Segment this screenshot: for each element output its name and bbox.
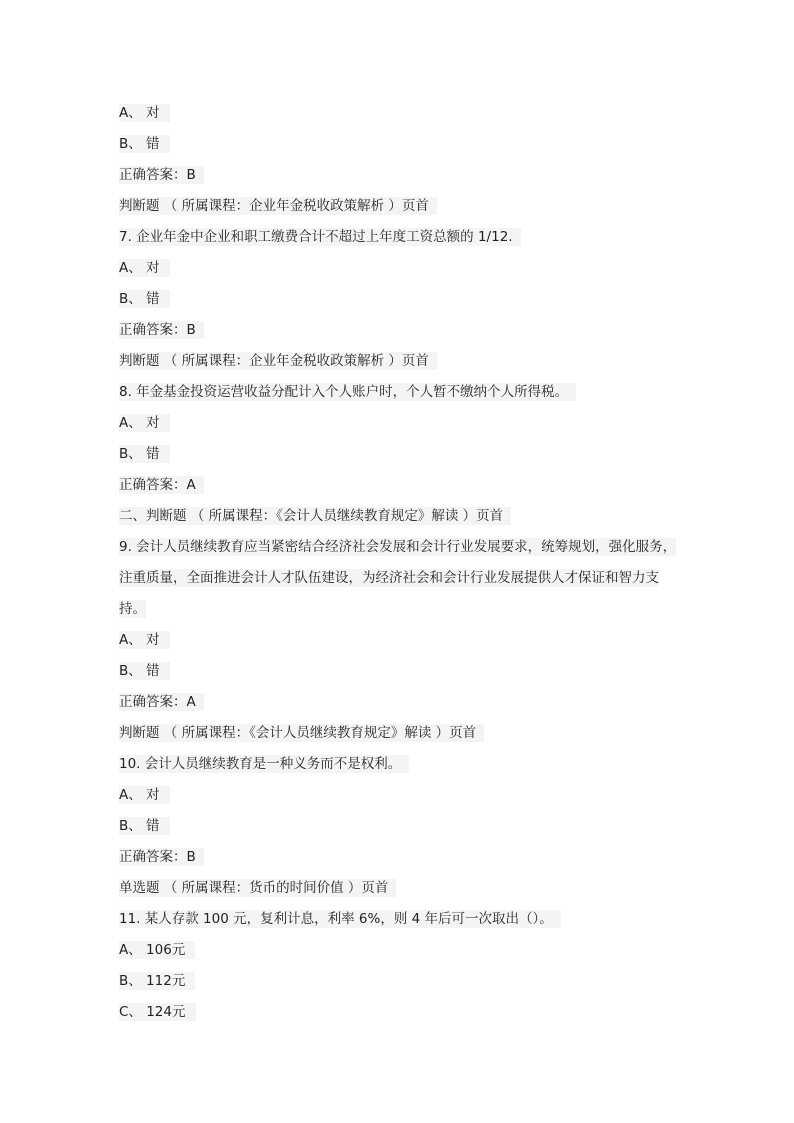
option-b: B、 错	[119, 129, 679, 160]
correct-answer: 正确答案：A	[119, 470, 679, 501]
option-b: B、 错	[119, 284, 679, 315]
option-a: A、 对	[119, 408, 679, 439]
option-a: A、 对	[119, 253, 679, 284]
option-b: B、 112元	[119, 966, 679, 997]
option-b: B、 错	[119, 439, 679, 470]
question-11: 11. 某人存款 100 元，复利计息，利率 6%，则 4 年后可一次取出（）。	[119, 904, 679, 935]
correct-answer: 正确答案：B	[119, 842, 679, 873]
correct-answer: 正确答案：B	[119, 160, 679, 191]
question-9: 9. 会计人员继续教育应当紧密结合经济社会发展和会计行业发展要求，统筹规划，强化服务，注重质量，全面推进会计人才队伍建设，为经济社会和会计行业发展提供人才保证和智力支持。	[119, 539, 677, 617]
option-a: A、 对	[119, 780, 679, 811]
question-type-header: 判断题 （ 所属课程：《会计人员继续教育规定》解读 ）页首	[119, 718, 679, 749]
option-c: C、 124元	[119, 997, 679, 1028]
option-a: A、 对	[119, 98, 679, 129]
question-type-header: 判断题 （ 所属课程：企业年金税收政策解析 ）页首	[119, 191, 679, 222]
correct-answer: 正确答案：B	[119, 315, 679, 346]
document-content	[119, 98, 679, 1028]
option-b: B、 错	[119, 811, 679, 842]
option-b: B、 错	[119, 656, 679, 687]
section-header: 二、判断题 （ 所属课程：《会计人员继续教育规定》解读 ）页首	[119, 501, 679, 532]
option-a: A、 106元	[119, 935, 679, 966]
question-type-header: 单选题 （ 所属课程：货币的时间价值 ）页首	[119, 873, 679, 904]
question-type-header: 判断题 （ 所属课程：企业年金税收政策解析 ）页首	[119, 346, 679, 377]
question-10: 10. 会计人员继续教育是一种义务而不是权利。	[119, 749, 679, 780]
question-8: 8. 年金基金投资运营收益分配计入个人账户时，个人暂不缴纳个人所得税。	[119, 377, 679, 408]
option-a: A、 对	[119, 625, 679, 656]
question-7: 7. 企业年金中企业和职工缴费合计不超过上年度工资总额的 1/12.	[119, 222, 679, 253]
correct-answer: 正确答案：A	[119, 687, 679, 718]
